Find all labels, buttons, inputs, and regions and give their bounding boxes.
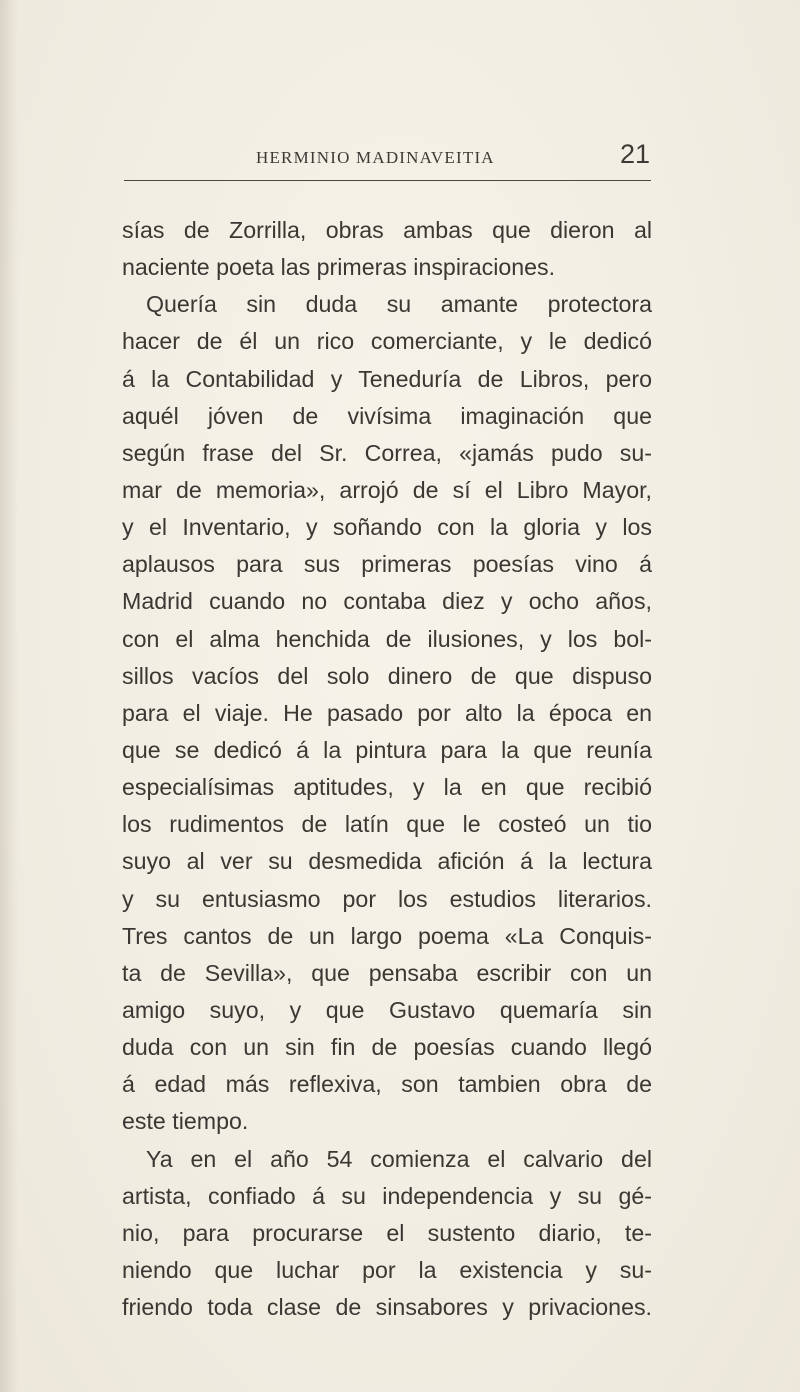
text-line: ta de Sevilla», que pensaba escribir con un — [122, 959, 652, 986]
text-line: aplausos para sus primeras poesías vino á — [122, 551, 652, 578]
text-line: aquél jóven de vivísima imaginación que — [122, 402, 652, 429]
text-line: á la Contabilidad y Teneduría de Libros, pero — [122, 365, 652, 392]
text-line: Quería sin duda su amante protectora — [146, 291, 652, 318]
spine-shadow — [0, 0, 18, 1392]
running-head: HERMINIO MADINAVEITIA — [256, 148, 495, 167]
text-line: con el alma henchida de ilusiones, y los bol- — [122, 625, 652, 652]
body-text — [122, 212, 652, 1326]
text-line: artista, confiado á su independencia y su gé- — [122, 1182, 652, 1209]
text-line: sillos vacíos del solo dinero de que dispuso — [122, 662, 652, 689]
text-line: especialísimas aptitudes, y la en que recibió — [122, 774, 652, 801]
text-line: hacer de él un rico comerciante, y le dedicó — [122, 328, 652, 355]
text-line: duda con un sin fin de poesías cuando llegó — [122, 1034, 652, 1061]
text-line: friendo toda clase de sinsabores y privaciones. — [122, 1294, 652, 1321]
text-line: niendo que luchar por la existencia y su- — [122, 1256, 652, 1283]
text-line: amigo suyo, y que Gustavo quemaría sin — [122, 996, 652, 1023]
text-line: nio, para procurarse el sustento diario, te- — [122, 1219, 652, 1246]
text-line: sías de Zorrilla, obras ambas que dieron al — [122, 217, 652, 243]
text-line: Ya en el año 54 comienza el calvario del — [146, 1145, 652, 1172]
text-line: Tres cantos de un largo poema «La Conquis- — [122, 922, 652, 949]
header-rule — [124, 180, 651, 181]
text-line: á edad más reflexiva, son tambien obra de — [122, 1071, 652, 1098]
text-line: Madrid cuando no contaba diez y ocho años, — [122, 588, 652, 615]
text-line: y su entusiasmo por los estudios literarios. — [122, 885, 652, 912]
text-line: naciente poeta las primeras inspiraciones. — [122, 254, 556, 281]
text-line: este tiempo. — [122, 1108, 249, 1135]
page-header — [122, 140, 652, 174]
text-line: mar de memoria», arrojó de sí el Libro Mayor, — [122, 476, 652, 503]
text-line: según frase del Sr. Correa, «jamás pudo su- — [122, 439, 652, 466]
text-line: los rudimentos de latín que le costeó un tio — [122, 811, 652, 838]
text-line: para el viaje. He pasado por alto la época en — [122, 699, 652, 726]
text-line: suyo al ver su desmedida afición á la lectura — [122, 848, 652, 875]
page-number: 21 — [619, 139, 650, 169]
text-line: y el Inventario, y soñando con la gloria y los — [122, 514, 652, 541]
text-line: que se dedicó á la pintura para la que reunía — [122, 736, 652, 763]
